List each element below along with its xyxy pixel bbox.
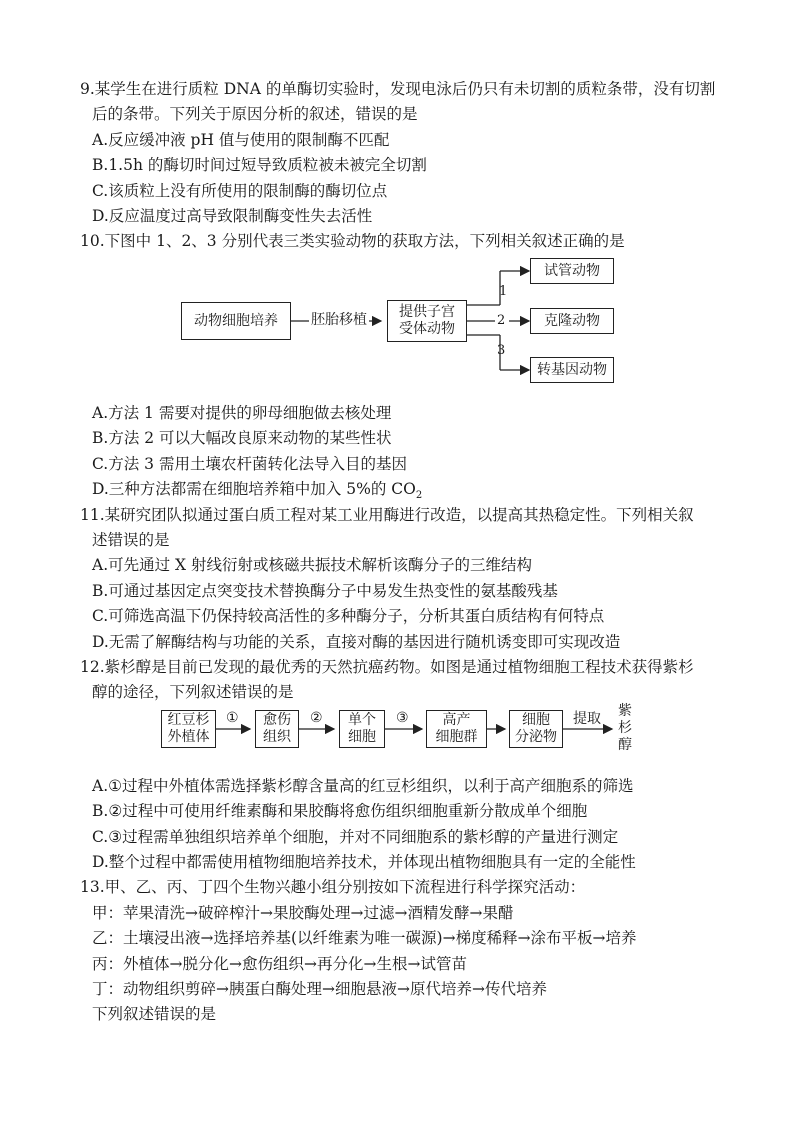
q9-option-b: B.1.5h 的酶切时间过短导致质粒被未被完全切割 — [92, 156, 427, 174]
q12-box-callus-line2: 组织 — [263, 729, 291, 745]
q12-box-high-yield-cells-line2: 细胞群 — [435, 729, 478, 745]
q12-product-char-3: 醇 — [618, 737, 632, 753]
q12-box-single-cell-line1: 单个 — [348, 712, 376, 728]
q11-option-c: C.可筛选高温下仍保持较高活性的多种酶分子，分析其蛋白质结构有何特点 — [92, 607, 605, 625]
q9-stem-line1: 9.某学生在进行质粒 DNA 的单酶切实验时，发现电泳后仍只有未切割的质粒条带，没有切割 — [80, 80, 716, 98]
q12-option-a: A.①过程中外植体需选择紫杉醇含量高的红豆杉组织，以利于高产细胞系的筛选 — [92, 777, 634, 795]
q11-option-d: D.无需了解酶结构与功能的关系，直接对酶的基因进行随机诱变即可实现改造 — [92, 633, 621, 651]
q11-stem-line2: 述错误的是 — [92, 531, 170, 549]
q10-box-recipient-line2: 受体动物 — [399, 321, 455, 337]
q13-flow-bing: 丙：外植体→脱分化→愈伤组织→再分化→生根→试管苗 — [92, 955, 467, 973]
q9-option-d: D.反应温度过高导致限制酶变性失去活性 — [92, 207, 373, 225]
q12-step-2: ② — [310, 710, 323, 726]
q12-option-b: B.②过程中可使用纤维素酶和果胶酶将愈伤组织细胞重新分散成单个细胞 — [92, 802, 588, 820]
q10-stem: 10.下图中 1、2、3 分别代表三类实验动物的获取方法，下列相关叙述正确的是 — [80, 232, 625, 250]
q13-tail: 下列叙述错误的是 — [92, 1005, 217, 1023]
q10-box-transgenic-animal: 转基因动物 — [530, 357, 614, 383]
q10-box-test-tube-animal: 试管动物 — [530, 258, 614, 284]
q10-branch-1: 1 — [499, 284, 508, 299]
q12-box-high-yield-cells — [426, 710, 487, 748]
q10-option-d-subscript: 2 — [415, 490, 423, 502]
q9-option-c: C.该质粒上没有所使用的限制酶的酶切位点 — [92, 182, 388, 200]
q10-option-c: C.方法 3 需用土壤农杆菌转化法导入目的基因 — [92, 455, 407, 473]
q12-stem-line2: 醇的途径，下列叙述错误的是 — [92, 683, 294, 701]
q12-box-callus-line1: 愈伤 — [263, 712, 291, 728]
q10-branch-2: 2 — [497, 313, 506, 328]
q10-box-recipient-line1: 提供子宫 — [399, 304, 455, 320]
q12-box-explant-line2: 外植体 — [167, 729, 210, 745]
q12-product-taxol — [617, 703, 633, 754]
q10-branch-3: 3 — [497, 343, 506, 358]
q11-stem-line1: 11.某研究团队拟通过蛋白质工程对某工业用酶进行改造，以提高其热稳定性。下列相关叙 — [80, 506, 694, 524]
q11-option-a: A.可先通过 X 射线衍射或核磁共振技术解析该酶分子的三维结构 — [92, 556, 533, 574]
q12-box-single-cell-line2: 细胞 — [348, 729, 376, 745]
q12-option-c: C.③过程需单独组织培养单个细胞，并对不同细胞系的紫杉醇的产量进行测定 — [92, 828, 619, 846]
q12-product-char-2: 杉 — [618, 720, 632, 736]
q11-option-b: B.可通过基因定点突变技术替换酶分子中易发生热变性的氨基酸残基 — [92, 582, 558, 600]
q9-stem-line2: 后的条带。下列关于原因分析的叙述，错误的是 — [92, 105, 418, 123]
q12-box-explant-line1: 红豆杉 — [167, 712, 210, 728]
q10-option-a: A.方法 1 需要对提供的卵母细胞做去核处理 — [92, 404, 392, 422]
q12-stem-line1: 12.紫杉醇是目前已发现的最优秀的天然抗癌药物。如图是通过植物细胞工程技术获得紫杉 — [80, 658, 694, 676]
q12-step-3: ③ — [396, 710, 409, 726]
q9-option-a: A.反应缓冲液 pH 值与使用的限制酶不匹配 — [92, 131, 390, 149]
q10-arrow-label-embryo-transfer: 胚胎移植 — [311, 312, 367, 328]
q13-flow-yi: 乙：土壤浸出液→选择培养基(以纤维素为唯一碳源)→梯度稀释→涂布平板→培养 — [92, 929, 637, 947]
q10-option-d-text: D.三种方法都需在细胞培养箱中加入 5%的 CO — [92, 480, 416, 498]
q12-product-char-1: 紫 — [618, 703, 632, 719]
q12-box-explant — [161, 710, 216, 748]
q10-box-cloned-animal: 克隆动物 — [530, 308, 614, 334]
q12-extract-label: 提取 — [573, 711, 601, 727]
q10-option-b: B.方法 2 可以大幅改良原来动物的某些性状 — [92, 429, 392, 447]
q12-box-secretion-line1: 细胞 — [522, 712, 550, 728]
q12-box-high-yield-cells-line1: 高产 — [442, 712, 471, 728]
q13-flow-ding: 丁：动物组织剪碎→胰蛋白酶处理→细胞悬液→原代培养→传代培养 — [92, 980, 547, 998]
q13-flow-jia: 甲：苹果清洗→破碎榨汁→果胶酶处理→过滤→酒精发酵→果醋 — [92, 904, 514, 922]
q12-box-callus — [255, 710, 299, 748]
q12-option-d: D.整个过程中都需使用植物细胞培养技术，并体现出植物细胞具有一定的全能性 — [92, 853, 636, 871]
q12-step-1: ① — [226, 710, 239, 726]
q12-box-secretion-line2: 分泌物 — [515, 729, 557, 745]
q13-stem: 13.甲、乙、丙、丁四个生物兴趣小组分别按如下流程进行科学探究活动： — [80, 878, 586, 896]
q12-box-single-cell — [339, 710, 385, 748]
q10-box-cell-culture: 动物细胞培养 — [181, 302, 291, 340]
q12-box-secretion — [509, 710, 563, 748]
